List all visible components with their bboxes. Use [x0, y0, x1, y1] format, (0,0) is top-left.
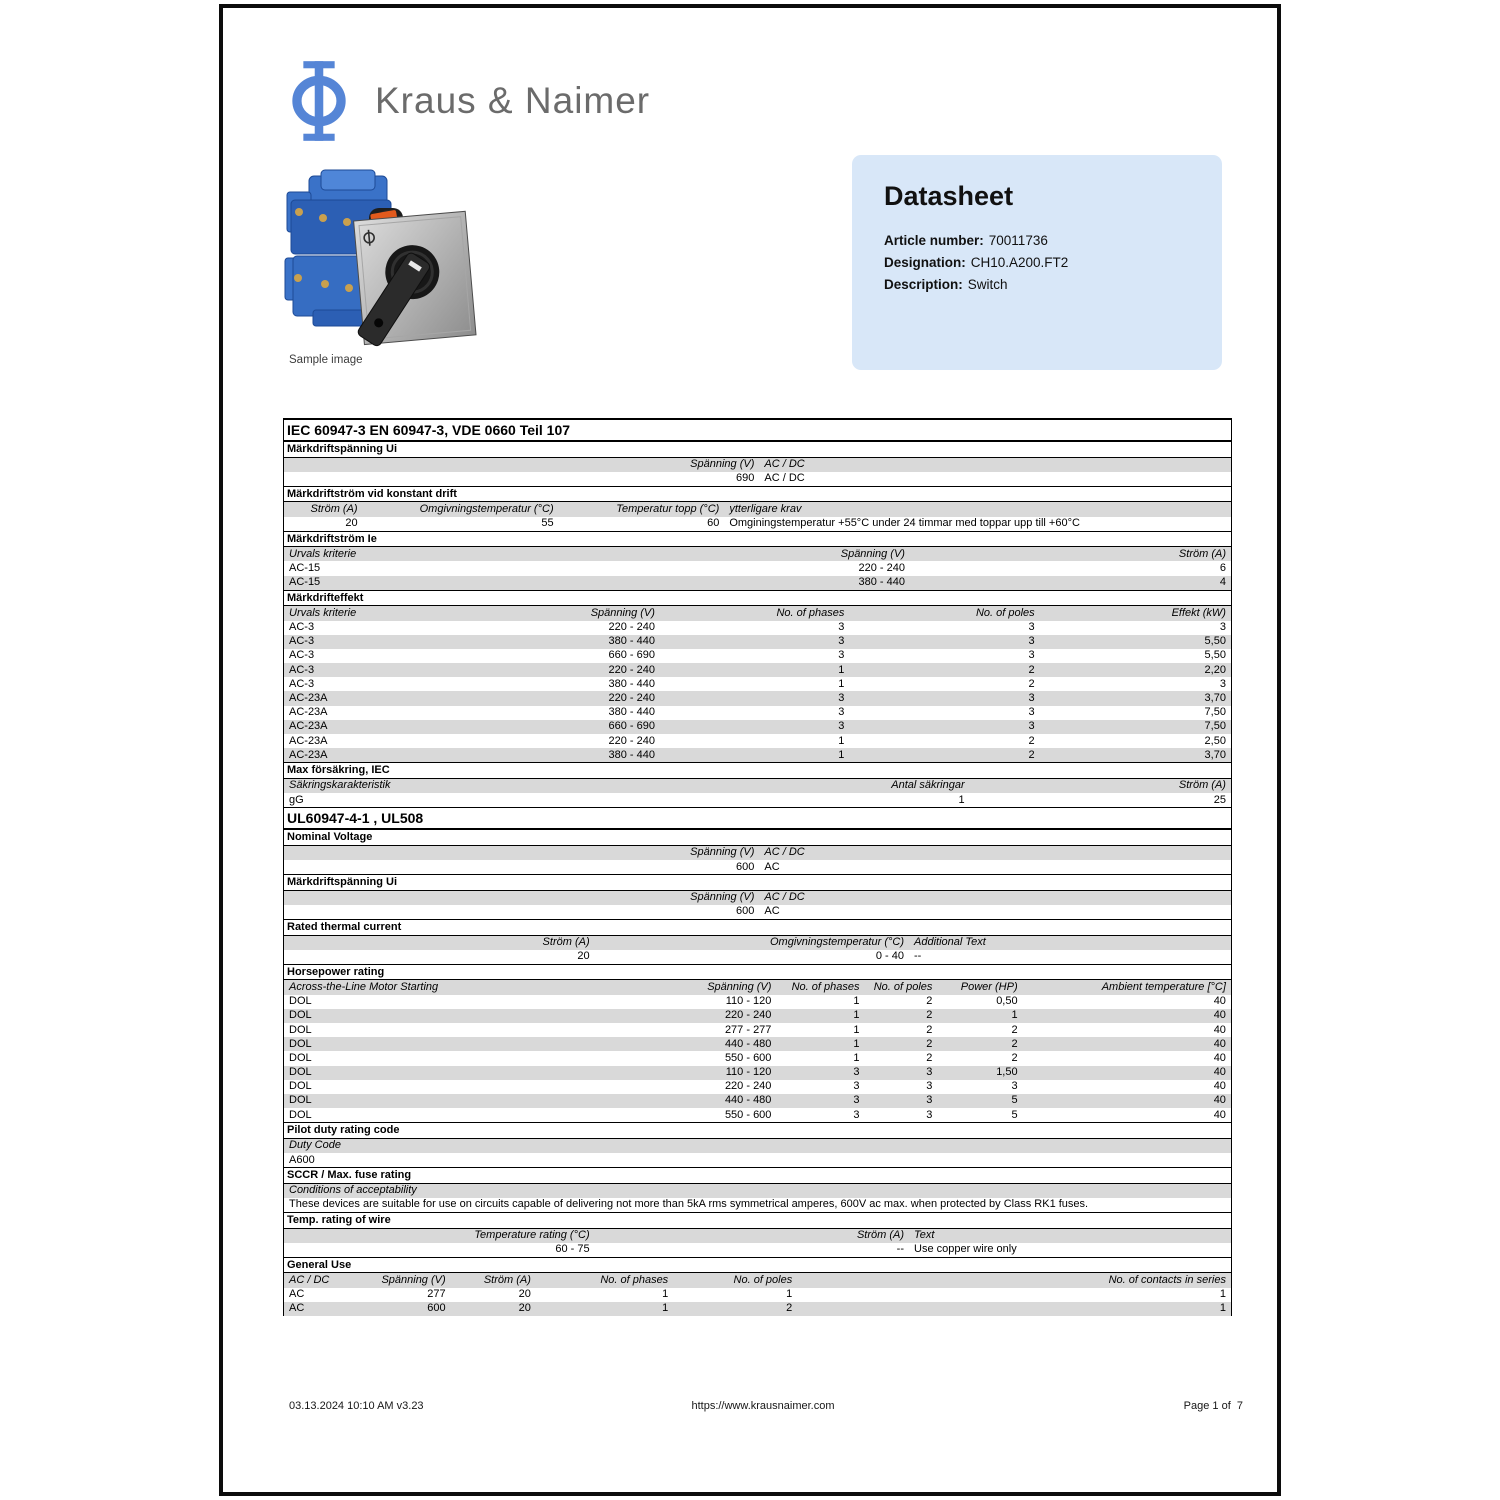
- table-cell: 1: [1011, 1009, 1018, 1022]
- table-cell: DOL: [289, 1023, 312, 1036]
- table-cell: 277 - 277: [724, 1023, 772, 1036]
- table-cell: Temperatur topp (°C): [616, 502, 720, 515]
- table-cell: DOL: [289, 1009, 312, 1022]
- article-number-field: [884, 230, 1190, 252]
- table-cell: 3: [1028, 621, 1035, 634]
- table-section-header: Märkdrifteffekt: [284, 591, 1231, 607]
- table-section-grid: [284, 846, 1231, 875]
- table-cell: 220 - 240: [608, 734, 655, 747]
- table-cell: 3: [838, 720, 845, 733]
- table-cell: 2,50: [1204, 734, 1226, 747]
- table-cell: Across-the-Line Motor Starting: [289, 980, 439, 993]
- table-section-header: Temp. rating of wire: [284, 1213, 1231, 1229]
- field-label: Designation:: [884, 255, 966, 270]
- table-cell: Use copper wire only: [914, 1243, 1017, 1256]
- column-header-row: [284, 779, 1231, 793]
- table-section-grid: [284, 458, 1231, 487]
- footer-page-number: Page 1 of 7: [1183, 1400, 1243, 1412]
- table-cell: 2: [1011, 1051, 1018, 1064]
- field-label: Article number:: [884, 233, 984, 248]
- table-cell: Urvals kriterie: [289, 606, 357, 619]
- table-cell: DOL: [289, 1066, 312, 1079]
- column-header-row: [284, 1229, 1231, 1243]
- table-cell: 3: [1219, 677, 1226, 690]
- table-cell: Power (HP): [960, 980, 1018, 993]
- table-cell: Temperature rating (°C): [474, 1229, 590, 1242]
- table-row: [284, 663, 1231, 677]
- table-cell: 40: [1213, 1051, 1226, 1064]
- table-cell: 1: [853, 995, 860, 1008]
- table-cell: Spänning (V): [840, 547, 905, 560]
- table-cell: No. of contacts in series: [1108, 1273, 1226, 1286]
- table-cell: 2,20: [1204, 663, 1226, 676]
- table-row: [284, 1153, 1231, 1167]
- table-cell: 690: [736, 472, 755, 485]
- table-cell: Spänning (V): [690, 458, 755, 471]
- table-cell: 3: [1028, 692, 1035, 705]
- table-cell: 3: [853, 1094, 860, 1107]
- table-cell: AC-3: [289, 649, 315, 662]
- table-row: [284, 950, 1231, 964]
- table-cell: AC-23A: [289, 706, 328, 719]
- table-row: [284, 691, 1231, 705]
- table-cell: AC-15: [289, 576, 321, 589]
- table-cell: 40: [1213, 1037, 1226, 1050]
- page-footer: [283, 1400, 1243, 1414]
- table-row: [284, 472, 1231, 486]
- table-cell: Spänning (V): [590, 606, 655, 619]
- table-cell: 440 - 480: [724, 1094, 772, 1107]
- table-section-header: SCCR / Max. fuse rating: [284, 1168, 1231, 1184]
- table-cell: Ström (A): [856, 1229, 904, 1242]
- table-cell: Ström (A): [310, 502, 358, 515]
- table-cell: 2: [1028, 663, 1035, 676]
- table-row: [284, 649, 1231, 663]
- table-cell: Omginingstemperatur +55°C under 24 timmar med toppar upp till +60°C: [729, 517, 1080, 530]
- brand-name: Kraus & Naimer: [375, 80, 651, 121]
- table-row: [284, 1066, 1231, 1080]
- table-cell: 7,50: [1204, 706, 1226, 719]
- table-cell: 40: [1213, 1080, 1226, 1093]
- table-section-header: Nominal Voltage: [284, 830, 1231, 846]
- table-row: [284, 1198, 1231, 1212]
- column-header-row: [284, 891, 1231, 905]
- table-cell: 5: [1011, 1108, 1018, 1121]
- table-cell: Spänning (V): [690, 846, 755, 859]
- table-cell: DOL: [289, 1051, 312, 1064]
- table-cell: 1: [662, 1288, 669, 1301]
- sample-image-caption: Sample image: [289, 354, 363, 366]
- brand-logo: [287, 60, 650, 142]
- table-cell: AC / DC: [764, 472, 805, 485]
- table-cell: Conditions of acceptability: [289, 1184, 417, 1197]
- table-cell: 3: [1028, 635, 1035, 648]
- table-cell: 220 - 240: [858, 562, 905, 575]
- table-cell: Ström (A): [542, 936, 590, 949]
- table-cell: Urvals kriterie: [289, 547, 357, 560]
- table-section-header: Rated thermal current: [284, 920, 1231, 936]
- table-row: [284, 1037, 1231, 1051]
- table-cell: 220 - 240: [608, 621, 655, 634]
- table-cell: 60: [707, 517, 720, 530]
- table-cell: 20: [577, 950, 590, 963]
- table-section-grid: [284, 1139, 1231, 1168]
- table-cell: 660 - 690: [608, 720, 655, 733]
- table-cell: gG: [289, 793, 304, 806]
- table-cell: 2: [926, 1037, 933, 1050]
- table-cell: 2: [1028, 734, 1035, 747]
- table-cell: 3: [1028, 706, 1035, 719]
- table-cell: 25: [1213, 793, 1226, 806]
- table-row: [284, 706, 1231, 720]
- table-cell: AC-23A: [289, 720, 328, 733]
- table-cell: 20: [518, 1302, 531, 1315]
- table-cell: 2: [1028, 748, 1035, 761]
- table-cell: 3: [926, 1066, 933, 1079]
- table-cell: 1: [853, 1009, 860, 1022]
- kraus-naimer-phi-icon: [287, 60, 351, 142]
- table-cell: AC-3: [289, 663, 315, 676]
- field-value: Switch: [967, 277, 1008, 292]
- table-cell: 3: [853, 1080, 860, 1093]
- table-cell: 2: [926, 1051, 933, 1064]
- table-cell: 40: [1213, 1094, 1226, 1107]
- table-cell: 1: [662, 1302, 669, 1315]
- table-cell: 3: [853, 1066, 860, 1079]
- table-cell: Ambient temperature [°C]: [1101, 980, 1226, 993]
- table-cell: 40: [1213, 1023, 1226, 1036]
- table-section-header: Max försäkring, IEC: [284, 763, 1231, 779]
- table-row: [284, 1023, 1231, 1037]
- table-cell: 1,50: [996, 1066, 1018, 1079]
- datasheet-fields: [884, 230, 1190, 296]
- table-section-header: Märkdriftström vid konstant drift: [284, 487, 1231, 503]
- description-field: [884, 274, 1190, 296]
- table-cell: 3: [1028, 720, 1035, 733]
- table-cell: ytterligare krav: [729, 502, 802, 515]
- table-row: [284, 1051, 1231, 1065]
- table-cell: 1: [838, 663, 845, 676]
- field-value: CH10.A200.FT2: [970, 255, 1069, 270]
- field-label: Description:: [884, 277, 963, 292]
- table-cell: DOL: [289, 1108, 312, 1121]
- table-cell: --: [914, 950, 922, 963]
- column-header-row: [284, 606, 1231, 620]
- table-section-grid: [284, 1273, 1231, 1316]
- table-cell: AC-23A: [289, 748, 328, 761]
- table-cell: 1: [1219, 1288, 1226, 1301]
- table-cell: No. of poles: [733, 1273, 793, 1286]
- table-cell: Ström (A): [1178, 779, 1226, 792]
- table-cell: Spänning (V): [381, 1273, 446, 1286]
- table-section-grid: [284, 891, 1231, 920]
- datasheet-title: Datasheet: [884, 181, 1014, 211]
- table-cell: Omgivningstemperatur (°C): [419, 502, 554, 515]
- table-row: [284, 1094, 1231, 1108]
- table-row: [284, 1243, 1231, 1257]
- table-cell: 2: [926, 995, 933, 1008]
- table-cell: 110 - 120: [725, 1066, 772, 1079]
- table-row: [284, 905, 1231, 919]
- column-header-row: [284, 1184, 1231, 1198]
- table-row: [284, 860, 1231, 874]
- table-cell: 60 - 75: [555, 1243, 590, 1256]
- table-cell: AC-23A: [289, 734, 328, 747]
- table-cell: AC: [764, 905, 780, 918]
- table-cell: Omgivningstemperatur (°C): [770, 936, 904, 949]
- table-cell: 380 - 440: [608, 635, 655, 648]
- footer-url[interactable]: https://www.krausnaimer.com: [691, 1400, 835, 1412]
- table-cell: Text: [914, 1229, 935, 1242]
- datasheet-infobox: [852, 155, 1222, 370]
- table-cell: 3,70: [1204, 748, 1226, 761]
- table-section-grid: [284, 547, 1231, 591]
- table-section-header: General Use: [284, 1258, 1231, 1274]
- table-cell: 220 - 240: [724, 1080, 772, 1093]
- table-section-header: Märkdriftspänning Ui: [284, 442, 1231, 458]
- table-cell: 5: [1011, 1094, 1018, 1107]
- table-cell: 1: [958, 793, 965, 806]
- table-cell: 600: [736, 860, 755, 873]
- table-cell: 3: [838, 692, 845, 705]
- product-image: [283, 168, 485, 354]
- table-cell: Duty Code: [289, 1139, 341, 1152]
- designation-field: [884, 252, 1190, 274]
- table-cell: 277: [427, 1288, 446, 1301]
- table-section-header: Märkdriftström Ie: [284, 532, 1231, 548]
- table-section-title: IEC 60947-3 EN 60947-3, VDE 0660 Teil 107: [284, 420, 1231, 442]
- table-cell: AC: [764, 860, 780, 873]
- table-cell: 380 - 440: [608, 677, 655, 690]
- column-header-row: [284, 502, 1231, 516]
- table-cell: 550 - 600: [724, 1108, 772, 1121]
- table-cell: 4: [1219, 576, 1226, 589]
- table-cell: 380 - 440: [608, 706, 655, 719]
- table-cell: 20: [345, 517, 358, 530]
- table-row: [284, 576, 1231, 590]
- table-row: [284, 621, 1231, 635]
- table-cell: AC: [289, 1288, 305, 1301]
- table-cell: 2: [1011, 1037, 1018, 1050]
- table-cell: 1: [838, 734, 845, 747]
- table-row: [284, 793, 1231, 807]
- table-cell: 6: [1219, 562, 1226, 575]
- table-cell: DOL: [289, 1094, 312, 1107]
- table-cell: DOL: [289, 1080, 312, 1093]
- table-cell: 3,70: [1204, 692, 1226, 705]
- table-cell: 600: [736, 905, 755, 918]
- table-cell: 220 - 240: [608, 692, 655, 705]
- table-cell: AC-23A: [289, 692, 328, 705]
- table-cell: AC: [289, 1302, 305, 1315]
- table-row: [284, 561, 1231, 575]
- table-cell: 0 - 40: [875, 950, 904, 963]
- table-cell: 1: [853, 1023, 860, 1036]
- table-cell: AC / DC: [764, 846, 805, 859]
- table-cell: 20: [518, 1288, 531, 1301]
- table-section-grid: [284, 1184, 1231, 1213]
- table-cell: 380 - 440: [608, 748, 655, 761]
- table-cell: 2: [1028, 677, 1035, 690]
- table-section-grid: [284, 980, 1231, 1123]
- table-cell: These devices are suitable for use on circuits capable of delivering not more than 5kA rms symmetrical amperes, 600V ac max. when protected by Class RK1 fuses.: [289, 1198, 1089, 1211]
- column-header-row: [284, 547, 1231, 561]
- table-cell: Ström (A): [1178, 547, 1226, 560]
- table-cell: 550 - 600: [724, 1051, 772, 1064]
- table-cell: 3: [838, 621, 845, 634]
- table-cell: AC / DC: [764, 458, 805, 471]
- table-cell: 220 - 240: [724, 1009, 772, 1022]
- table-cell: 40: [1213, 1009, 1226, 1022]
- footer-timestamp: 03.13.2024 10:10 AM v3.23: [289, 1400, 424, 1412]
- column-header-row: [284, 1139, 1231, 1153]
- table-cell: DOL: [289, 1037, 312, 1050]
- column-header-row: [284, 936, 1231, 950]
- table-row: [284, 720, 1231, 734]
- field-value: 70011736: [988, 233, 1048, 248]
- table-row: [284, 995, 1231, 1009]
- column-header-row: [284, 980, 1231, 994]
- table-cell: 55: [541, 517, 554, 530]
- table-cell: AC-3: [289, 677, 315, 690]
- table-cell: 1: [853, 1037, 860, 1050]
- table-cell: DOL: [289, 995, 312, 1008]
- table-section-grid: [284, 936, 1231, 965]
- column-header-row: [284, 846, 1231, 860]
- table-cell: Ström (A): [483, 1273, 531, 1286]
- table-cell: 5,50: [1204, 649, 1226, 662]
- table-cell: Spänning (V): [690, 891, 755, 904]
- table-cell: 440 - 480: [724, 1037, 772, 1050]
- table-cell: 1: [838, 677, 845, 690]
- table-cell: 3: [838, 635, 845, 648]
- table-cell: 40: [1213, 1108, 1226, 1121]
- table-cell: No. of poles: [975, 606, 1035, 619]
- table-cell: No. of poles: [873, 980, 933, 993]
- table-cell: 3: [926, 1080, 933, 1093]
- table-section-grid: [284, 502, 1231, 531]
- table-cell: 3: [926, 1094, 933, 1107]
- table-cell: No. of phases: [600, 1273, 669, 1286]
- column-header-row: [284, 1273, 1231, 1287]
- table-cell: 7,50: [1204, 720, 1226, 733]
- column-header-row: [284, 458, 1231, 472]
- table-row: [284, 748, 1231, 762]
- table-cell: Spänning (V): [707, 980, 772, 993]
- table-cell: 1: [786, 1288, 793, 1301]
- table-section-grid: [284, 606, 1231, 763]
- table-cell: 2: [926, 1023, 933, 1036]
- table-cell: 3: [853, 1108, 860, 1121]
- table-cell: 660 - 690: [608, 649, 655, 662]
- table-row: [284, 1302, 1231, 1316]
- table-cell: 1: [838, 748, 845, 761]
- table-cell: 5,50: [1204, 635, 1226, 648]
- table-cell: 380 - 440: [858, 576, 905, 589]
- table-row: [284, 734, 1231, 748]
- table-cell: 1: [1219, 1302, 1226, 1315]
- table-cell: 40: [1213, 1066, 1226, 1079]
- table-cell: 40: [1213, 995, 1226, 1008]
- table-row: [284, 1080, 1231, 1094]
- table-cell: No. of phases: [776, 606, 845, 619]
- table-cell: 600: [427, 1302, 446, 1315]
- table-cell: Säkringskarakteristik: [289, 779, 391, 792]
- table-cell: AC-15: [289, 562, 321, 575]
- spec-table: [283, 418, 1232, 1316]
- table-row: [284, 1108, 1231, 1122]
- table-cell: A600: [289, 1153, 315, 1166]
- table-section-header: Pilot duty rating code: [284, 1123, 1231, 1139]
- table-section-grid: [284, 779, 1231, 808]
- table-cell: 3: [1011, 1080, 1018, 1093]
- table-cell: 2: [1011, 1023, 1018, 1036]
- table-row: [284, 1009, 1231, 1023]
- table-section-grid: [284, 1229, 1231, 1258]
- table-cell: 3: [1028, 649, 1035, 662]
- table-cell: 0,50: [996, 995, 1018, 1008]
- table-cell: No. of phases: [791, 980, 860, 993]
- table-cell: AC / DC: [289, 1273, 330, 1286]
- datasheet-page: [219, 4, 1281, 1496]
- table-cell: 3: [926, 1108, 933, 1121]
- table-row: [284, 1288, 1231, 1302]
- table-cell: --: [896, 1243, 904, 1256]
- table-cell: 220 - 240: [608, 663, 655, 676]
- table-section-header: Märkdriftspänning Ui: [284, 875, 1231, 891]
- table-cell: 2: [926, 1009, 933, 1022]
- table-cell: 110 - 120: [725, 995, 772, 1008]
- table-cell: 2: [786, 1302, 793, 1315]
- table-section-title: UL60947-4-1 , UL508: [284, 808, 1231, 830]
- table-cell: Additional Text: [914, 936, 986, 949]
- table-cell: 1: [853, 1051, 860, 1064]
- table-cell: Antal säkringar: [891, 779, 965, 792]
- table-cell: AC-3: [289, 635, 315, 648]
- table-section-header: Horsepower rating: [284, 965, 1231, 981]
- table-cell: AC / DC: [764, 891, 805, 904]
- table-cell: AC-3: [289, 621, 315, 634]
- table-row: [284, 517, 1231, 531]
- table-cell: 3: [838, 649, 845, 662]
- table-row: [284, 677, 1231, 691]
- table-cell: 3: [1219, 621, 1226, 634]
- table-row: [284, 635, 1231, 649]
- table-cell: 3: [838, 706, 845, 719]
- table-cell: Effekt (kW): [1171, 606, 1226, 619]
